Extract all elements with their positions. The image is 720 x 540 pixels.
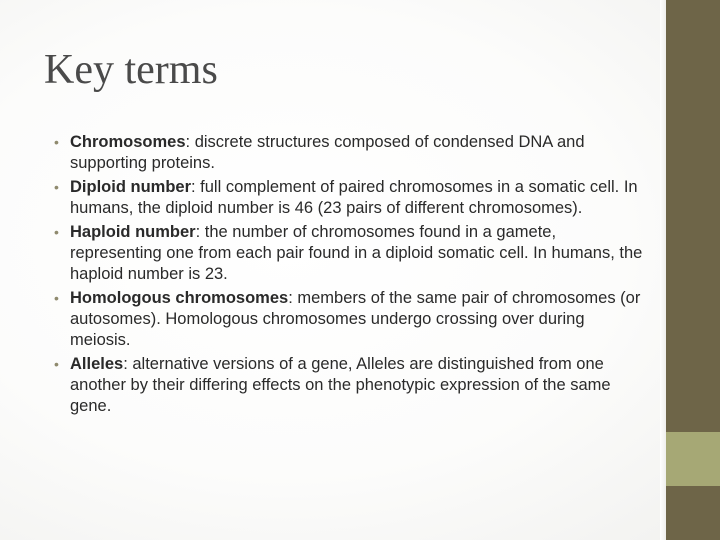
bullet-chromosomes — [54, 132, 646, 174]
bullet-term: Diploid number — [70, 178, 191, 196]
bullet-term: Haploid number — [70, 223, 196, 241]
bullet-list — [54, 132, 646, 420]
bullet-dot-icon: • — [54, 134, 59, 150]
bullet-term: Alleles — [70, 355, 124, 373]
bullet-definition: : the number of chromosomes found in a gamete, representing one from each pair found in a diploid somatic cell. In humans, the haploid number is 23. — [70, 223, 643, 283]
bullet-definition: : alternative versions of a gene, Alleles are distinguished from one another by their differing effects on the phenotypic expression of the same gene. — [70, 355, 611, 415]
bullet-alleles — [54, 354, 646, 417]
bullet-diploid-number — [54, 177, 646, 219]
decorative-side-bar-accent — [666, 432, 720, 486]
bullet-dot-icon: • — [54, 356, 59, 372]
bullet-definition: : discrete structures composed of condensed DNA and supporting proteins. — [70, 133, 585, 172]
bullet-homologous-chromosomes — [54, 288, 646, 351]
bullet-haploid-number — [54, 222, 646, 285]
bullet-dot-icon: • — [54, 179, 59, 195]
slide-title: Key terms — [44, 47, 218, 93]
bullet-dot-icon: • — [54, 224, 59, 240]
bullet-term: Chromosomes — [70, 133, 186, 151]
bullet-definition: : members of the same pair of chromosomes (or autosomes). Homologous chromosomes undergo crossing over during meiosis. — [70, 289, 641, 349]
bullet-dot-icon: • — [54, 290, 59, 306]
bullet-term: Homologous chromosomes — [70, 289, 289, 307]
bullet-definition: : full complement of paired chromosomes in a somatic cell. In humans, the diploid number is 46 (23 pairs of different chromosomes). — [70, 178, 638, 217]
